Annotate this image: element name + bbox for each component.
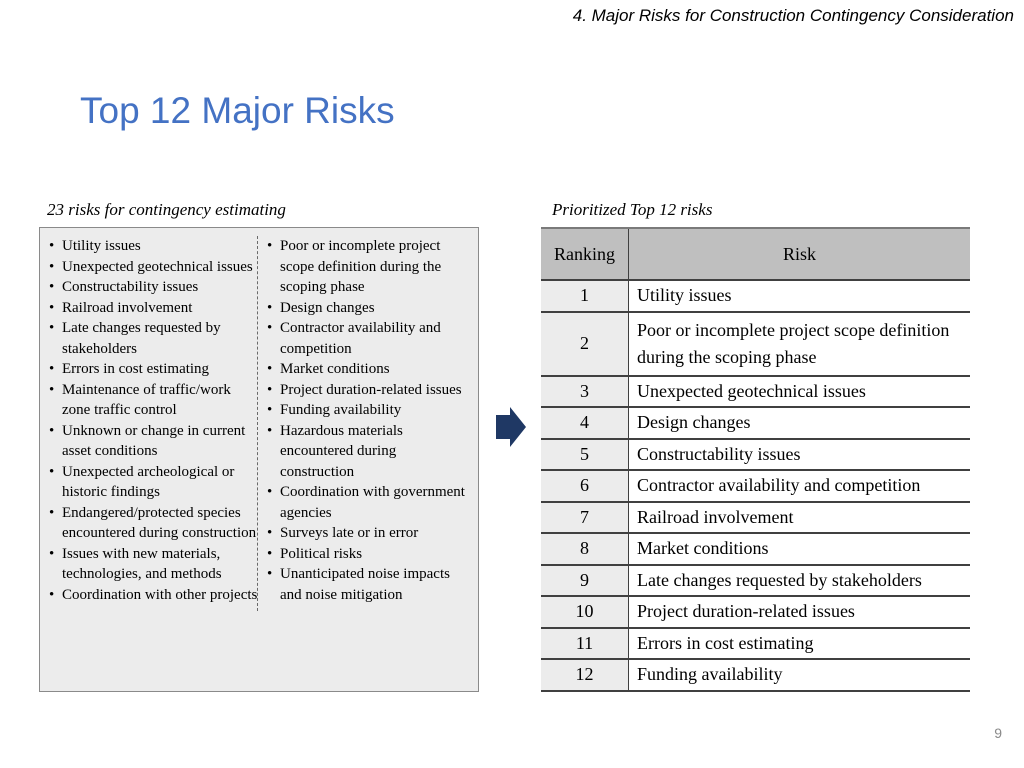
risk-cell: Funding availability [629,659,971,691]
table-row [541,280,970,312]
table-row [541,407,970,439]
list-item: • Surveys late or in error [267,523,472,544]
rank-cell: 9 [541,565,629,597]
list-item: • Hazardous materials encountered during construction [267,421,472,483]
list-item: • Political risks [267,544,472,565]
table-row [541,565,970,597]
list-item: • Late changes requested by stakeholders [49,318,261,359]
table-row [541,502,970,534]
list-item: • Unexpected geotechnical issues [49,257,261,278]
list-item: • Funding availability [267,400,472,421]
risk-cell: Poor or incomplete project scope definition during the scoping phase [629,312,971,376]
ranking-column-header: Ranking [541,228,629,280]
list-item: • Coordination with government agencies [267,482,472,523]
list-item: • Maintenance of traffic/work zone traffic control [49,380,261,421]
risk-cell: Project duration-related issues [629,596,971,628]
section-header: 4. Major Risks for Construction Contingency Consideration [572,6,1014,25]
table-row [541,596,970,628]
rank-cell: 10 [541,596,629,628]
risk-cell: Errors in cost estimating [629,628,971,660]
list-item: • Utility issues [49,236,261,257]
page-number: 9 [994,725,1002,741]
rank-cell: 5 [541,439,629,471]
table-row [541,312,970,376]
risk-column-header: Risk [629,228,971,280]
list-item: • Unknown or change in current asset conditions [49,421,261,462]
right-arrow-icon [496,407,526,447]
list-item: • Endangered/protected species encountered during construction [49,503,261,544]
risk-cell: Unexpected geotechnical issues [629,376,971,408]
table-row [541,659,970,691]
risk-cell: Railroad involvement [629,502,971,534]
list-item: • Unexpected archeological or historic findings [49,462,261,503]
list-item: • Errors in cost estimating [49,359,261,380]
rank-cell: 6 [541,470,629,502]
rank-cell: 1 [541,280,629,312]
list-item: • Contractor availability and competition [267,318,472,359]
risk-list-box [39,227,479,692]
list-item: • Constructability issues [49,277,261,298]
risk-cell: Utility issues [629,280,971,312]
risk-cell: Contractor availability and competition [629,470,971,502]
list-item: • Project duration-related issues [267,380,472,401]
rank-cell: 8 [541,533,629,565]
table-row [541,376,970,408]
slide-title: Top 12 Major Risks [80,90,395,131]
table-row [541,628,970,660]
risk-cell: Constructability issues [629,439,971,471]
list-item: • Unanticipated noise impacts and noise mitigation [267,564,472,605]
table-header-row [541,228,970,280]
risk-list-column-2 [257,236,472,611]
top-risks-table [541,227,970,692]
rank-cell: 7 [541,502,629,534]
list-item: • Market conditions [267,359,472,380]
list-item: • Poor or incomplete project scope definition during the scoping phase [267,236,472,298]
table-row [541,470,970,502]
rank-cell: 4 [541,407,629,439]
list-item: • Coordination with other projects [49,585,261,606]
rank-cell: 2 [541,312,629,376]
list-item: • Issues with new materials, technologies, and methods [49,544,261,585]
risk-cell: Late changes requested by stakeholders [629,565,971,597]
list-item: • Railroad involvement [49,298,261,319]
rank-cell: 12 [541,659,629,691]
risk-list-column-1 [49,236,261,605]
list-item: • Design changes [267,298,472,319]
left-panel-heading: 23 risks for contingency estimating [47,200,286,219]
risk-cell: Design changes [629,407,971,439]
table-row [541,439,970,471]
risk-cell: Market conditions [629,533,971,565]
rank-cell: 3 [541,376,629,408]
rank-cell: 11 [541,628,629,660]
table-row [541,533,970,565]
right-panel-heading: Prioritized Top 12 risks [552,200,713,219]
